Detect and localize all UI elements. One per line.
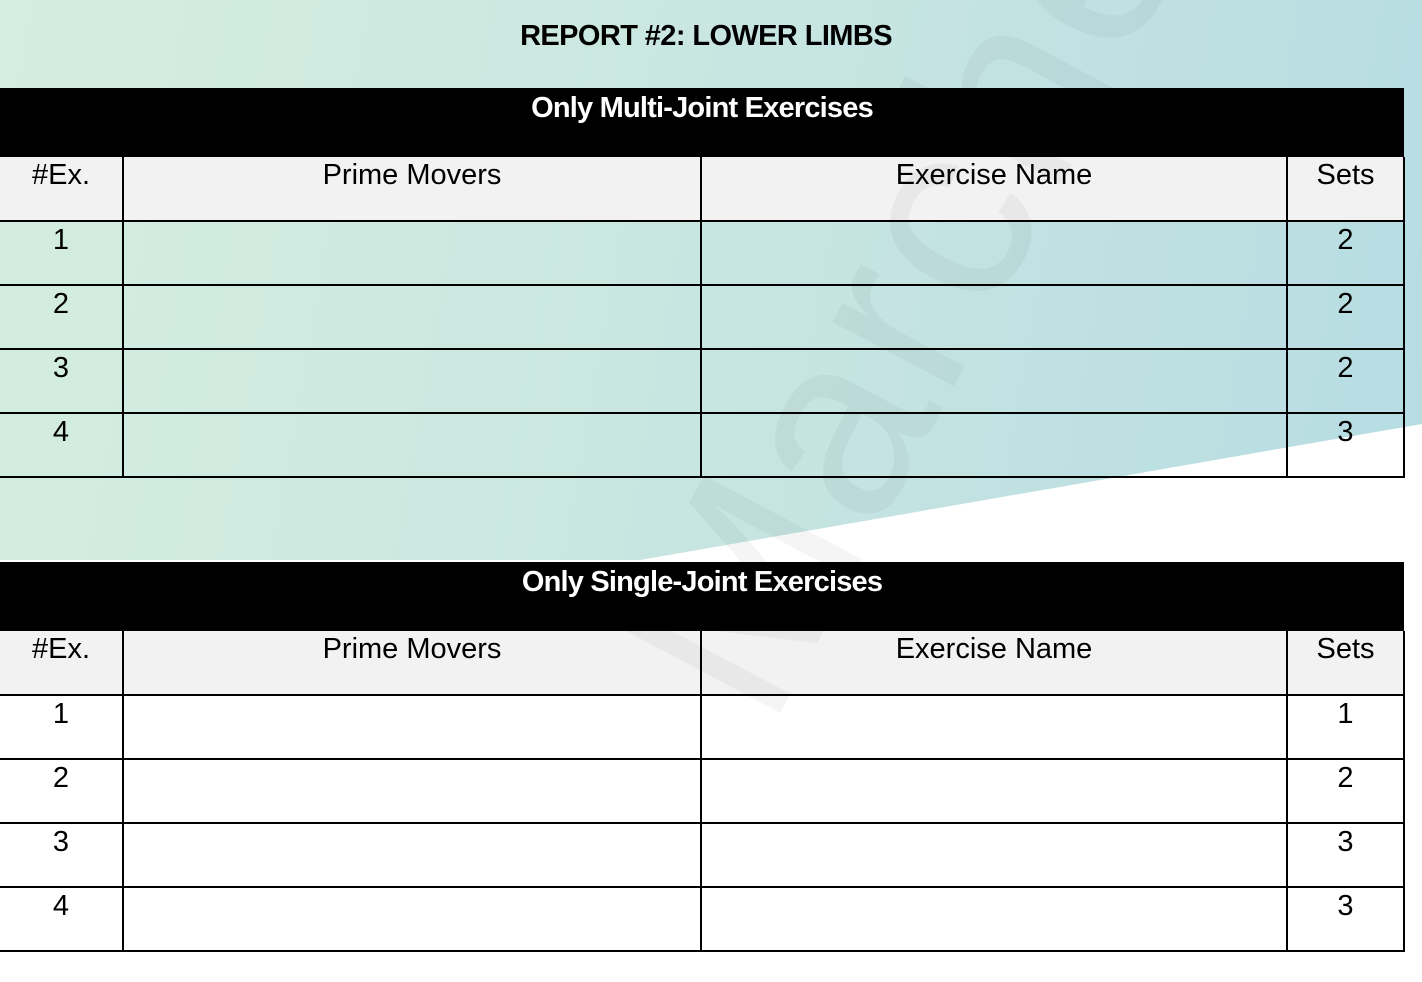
ex-number-cell: 2 <box>0 759 123 823</box>
ex-number-cell: 1 <box>0 221 123 285</box>
exercise-name-cell[interactable] <box>701 221 1287 285</box>
table-header-row <box>0 631 1404 695</box>
prime-movers-cell[interactable] <box>123 695 701 759</box>
multi-joint-section <box>0 88 1404 478</box>
table-row <box>0 349 1404 413</box>
column-header-prime-movers: Prime Movers <box>123 631 701 695</box>
prime-movers-cell[interactable] <box>123 759 701 823</box>
sets-cell: 1 <box>1287 695 1404 759</box>
single-joint-section <box>0 562 1404 952</box>
column-header-ex: #Ex. <box>0 631 123 695</box>
column-header-exercise-name: Exercise Name <box>701 157 1287 221</box>
column-header-sets: Sets <box>1287 157 1404 221</box>
table-header-row <box>0 157 1404 221</box>
prime-movers-cell[interactable] <box>123 349 701 413</box>
ex-number-cell: 4 <box>0 887 123 951</box>
exercise-name-cell[interactable] <box>701 285 1287 349</box>
column-header-sets: Sets <box>1287 631 1404 695</box>
ex-number-cell: 2 <box>0 285 123 349</box>
column-header-ex: #Ex. <box>0 157 123 221</box>
ex-number-cell: 3 <box>0 823 123 887</box>
prime-movers-cell[interactable] <box>123 413 701 477</box>
single-joint-table <box>0 631 1405 952</box>
prime-movers-cell[interactable] <box>123 887 701 951</box>
ex-number-cell: 3 <box>0 349 123 413</box>
table-row <box>0 759 1404 823</box>
table-row <box>0 823 1404 887</box>
section-heading: Only Multi-Joint Exercises <box>0 88 1404 157</box>
sets-cell: 3 <box>1287 823 1404 887</box>
table-row <box>0 285 1404 349</box>
ex-number-cell: 1 <box>0 695 123 759</box>
table-row <box>0 887 1404 951</box>
sets-cell: 2 <box>1287 221 1404 285</box>
table-row <box>0 695 1404 759</box>
page-title: REPORT #2: LOWER LIMBS <box>520 20 892 52</box>
sets-cell: 2 <box>1287 349 1404 413</box>
exercise-name-cell[interactable] <box>701 413 1287 477</box>
exercise-name-cell[interactable] <box>701 887 1287 951</box>
exercise-name-cell[interactable] <box>701 823 1287 887</box>
prime-movers-cell[interactable] <box>123 823 701 887</box>
multi-joint-table <box>0 157 1405 478</box>
prime-movers-cell[interactable] <box>123 221 701 285</box>
exercise-name-cell[interactable] <box>701 759 1287 823</box>
prime-movers-cell[interactable] <box>123 285 701 349</box>
sets-cell: 2 <box>1287 285 1404 349</box>
section-heading: Only Single-Joint Exercises <box>0 562 1404 631</box>
exercise-name-cell[interactable] <box>701 695 1287 759</box>
ex-number-cell: 4 <box>0 413 123 477</box>
table-row <box>0 221 1404 285</box>
sets-cell: 3 <box>1287 413 1404 477</box>
column-header-exercise-name: Exercise Name <box>701 631 1287 695</box>
sets-cell: 2 <box>1287 759 1404 823</box>
table-row <box>0 413 1404 477</box>
exercise-name-cell[interactable] <box>701 349 1287 413</box>
sets-cell: 3 <box>1287 887 1404 951</box>
column-header-prime-movers: Prime Movers <box>123 157 701 221</box>
